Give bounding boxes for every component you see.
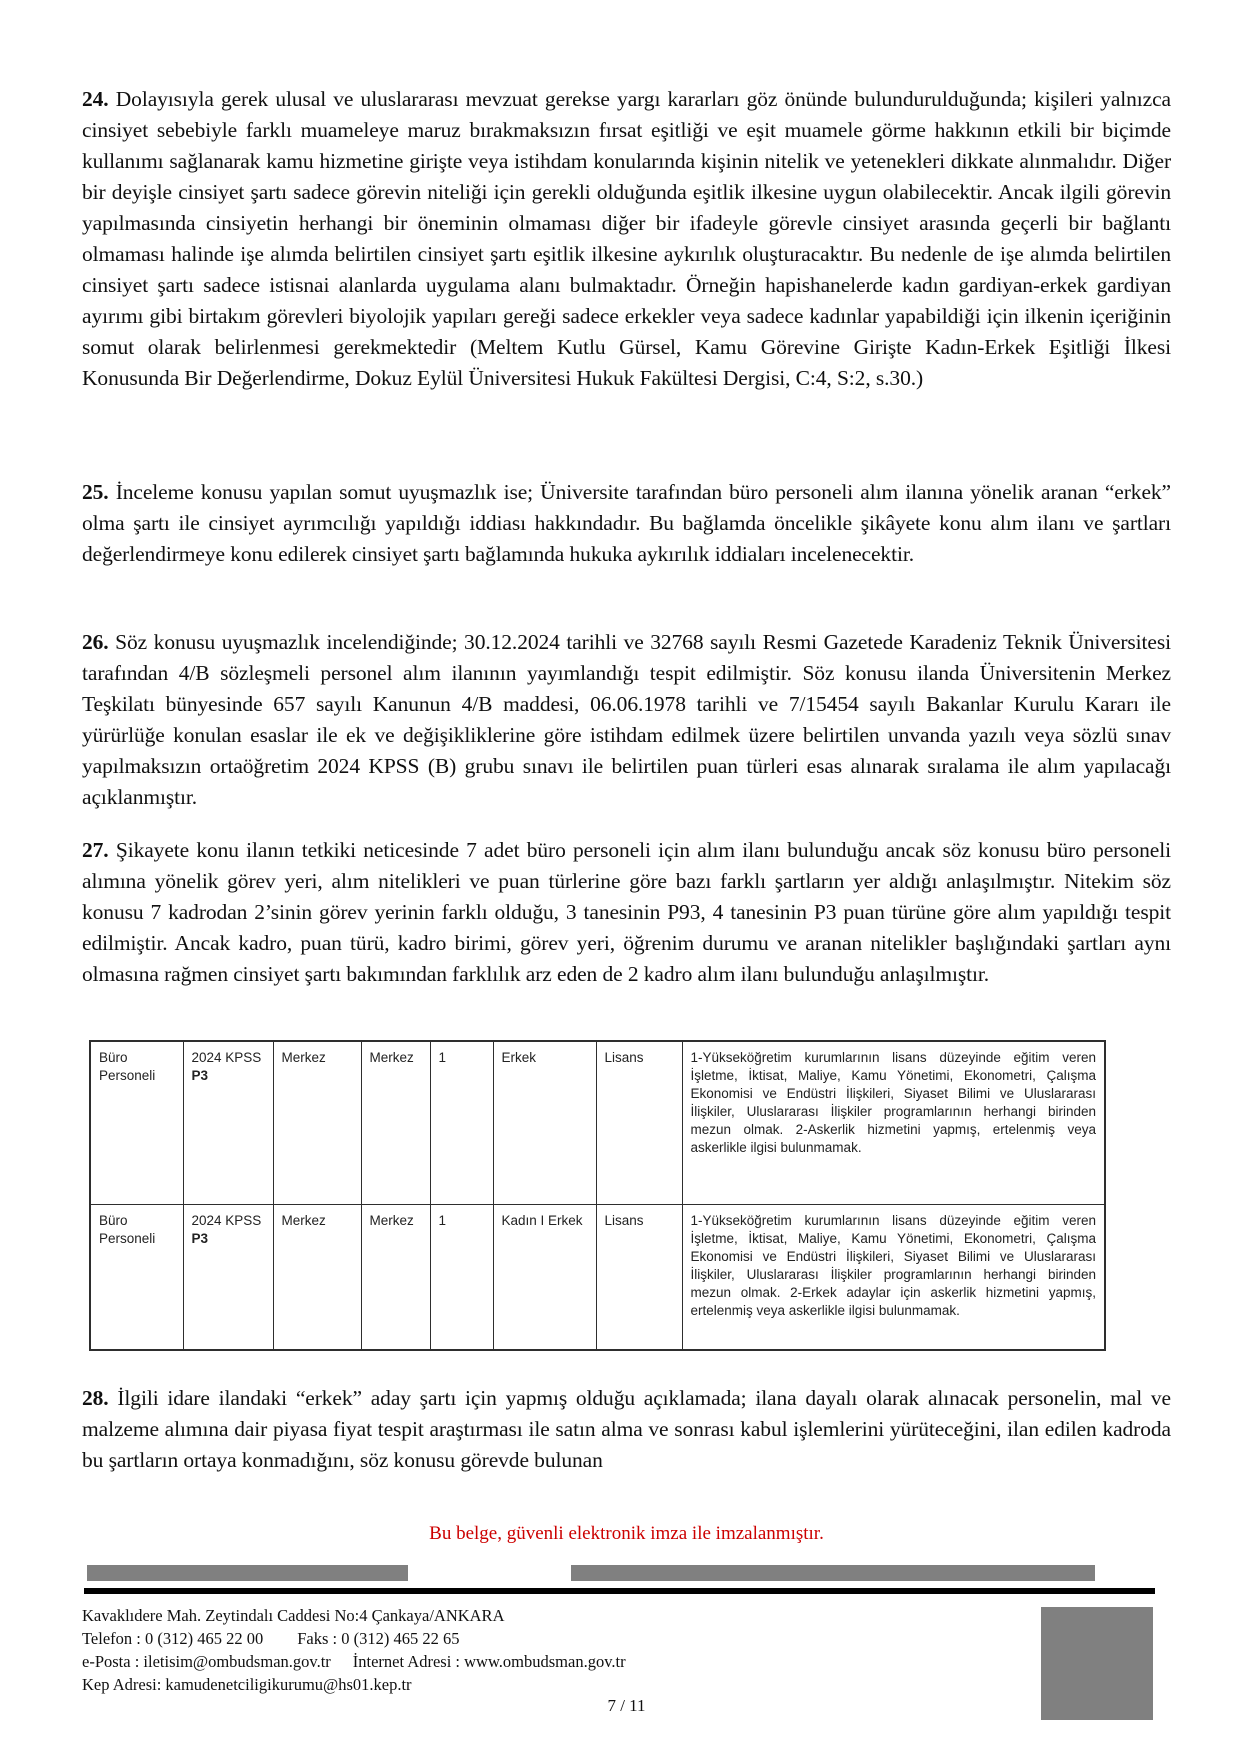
paragraph-24	[82, 84, 1171, 394]
cell-kpss	[183, 1041, 273, 1205]
cell-kpss	[183, 1205, 273, 1351]
paragraph-24-number: 24.	[82, 87, 109, 111]
paragraph-27-text: Şikayete konu ilanın tetkiki neticesinde 7 adet büro personeli için alım ilanı bulunduğu ancak söz konusu büro personeli alımına yönelik görev yeri, alım nitelikleri ve puan türlerine göre bazı farklı şartların yer aldığı anlaşılmıştır. Nitekim söz konusu 7 kadrodan 2’sinin görev yerinin farklı olduğu, 3 tanesinin P93, 4 tanesinin P3 puan türüne göre alım yapıldığı tespit edilmiştir. Ancak kadro, puan türü, kadro birimi, görev yeri, öğrenim durumu ve aranan nitelikler başlığındaki şartları aynı olmasına rağmen cinsiyet şartı bakımından farklılık arz eden de 2 kadro alım ilanı bulunduğu anlaşılmıştır.	[82, 838, 1172, 986]
cell-adet: 1	[430, 1041, 493, 1205]
kpss-puan-turu: P3	[191, 1068, 209, 1083]
cell-ogrenim: Lisans	[596, 1205, 682, 1351]
cell-nitelikler: 1-Yükseköğretim kurumlarının lisans düzeyinde eğitim veren İşletme, İktisat, Maliye, Kamu Yönetimi, Ekonometri, Çalışma Ekonomisi ve Endüstri İlişkileri, Siyaset Bilimi ve Uluslararası İlişkiler, Uluslararası İlişkiler programlarının herhangi birinden mezun olmak. 2-Erkek adaylar için askerlik hizmetini yapmış, ertelenmiş veya askerlikle ilgisi bulunmamak.	[682, 1205, 1105, 1351]
paragraph-25-text: İnceleme konusu yapılan somut uyuşmazlık ise; Üniversite tarafından büro personeli alım ilanına yönelik aranan “erkek” olma şartı ile cinsiyet ayrımcılığı yapıldığı iddiası hakkındadır. Bu bağlamda öncelikle şikâyete konu alım ilanı ve şartları değerlendirmeye konu edilerek cinsiyet şartı bağlamında hukuka aykırılık iddiaları incelenecektir.	[82, 480, 1171, 566]
vacancy-table	[89, 1040, 1106, 1351]
kpss-year: 2024 KPSS	[191, 1050, 262, 1065]
cell-cinsiyet: Erkek	[493, 1041, 596, 1205]
footer-contact-block	[82, 1604, 1032, 1696]
paragraph-28-text: İlgili idare ilandaki “erkek” aday şartı için yapmış olduğu açıklamada; ilana dayalı olarak alınacak personelin, mal ve malzeme alımına dair piyasa fiyat tespit araştırması ile satın alma ve sonrası kabul işlemlerini yürüteceğini, ilan edilen kadroda bu şartların ortaya konmadığını, söz konusu görevde bulunan	[82, 1386, 1171, 1472]
paragraph-26	[82, 627, 1171, 813]
redaction-bar-left	[87, 1565, 408, 1581]
cell-nitelikler: 1-Yükseköğretim kurumlarının lisans düzeyinde eğitim veren İşletme, İktisat, Maliye, Kamu Yönetimi, Ekonometri, Çalışma Ekonomisi ve Endüstri İlişkileri, Siyaset Bilimi ve Uluslararası İlişkiler, Uluslararası İlişkiler programlarının herhangi birinden mezun olmak. 2-Askerlik hizmetini yapmış, ertelenmiş veya askerlikle ilgisi bulunmamak.	[682, 1041, 1105, 1205]
paragraph-28	[82, 1383, 1171, 1476]
e-signature-notice: Bu belge, güvenli elektronik imza ile imzalanmıştır.	[429, 1523, 824, 1544]
cell-birim: Merkez	[273, 1041, 361, 1205]
footer-faks: Faks : 0 (312) 465 22 65	[297, 1629, 460, 1648]
cell-cinsiyet: Kadın I Erkek	[493, 1205, 596, 1351]
kpss-puan-turu: P3	[191, 1231, 209, 1246]
cell-unvan: Büro Personeli	[90, 1041, 183, 1205]
paragraph-28-number: 28.	[82, 1386, 109, 1410]
footer-email-line	[82, 1650, 1032, 1673]
table-row-2	[90, 1205, 1105, 1351]
paragraph-27-number: 27.	[82, 838, 109, 862]
cell-gorev-yeri: Merkez	[361, 1041, 430, 1205]
footer-eposta: e-Posta : iletisim@ombudsman.gov.tr	[82, 1652, 331, 1671]
footer-kep-adresi: Kep Adresi: kamudenetciligikurumu@hs01.kep.tr	[82, 1675, 412, 1694]
kpss-year: 2024 KPSS	[191, 1213, 262, 1228]
paragraph-24-text: Dolayısıyla gerek ulusal ve uluslararası mevzuat gerekse yargı kararları göz önünde bulundurulduğunda; kişileri yalnızca cinsiyet sebebiyle farklı muameleye maruz bırakmaksızın fırsat eşitliği ve eşit muamele görme hakkının etkili bir biçimde kullanımı sağlanarak kamu hizmetine girişte veya istihdam konularında kişinin nitelik ve yetenekleri dikkate alınmalıdır. Diğer bir deyişle cinsiyet şartı sadece görevin niteliği için gerekli olduğunda eşitlik ilkesine uygun olabilecektir. Ancak ilgili görevin yapılmasında cinsiyetin herhangi bir öneminin olmaması diğer bir ifadeyle görevle cinsiyet arasında geçerli bir bağlantı olmaması halinde işe alımda belirtilen cinsiyet şartı eşitlik ilkesine aykırılık oluşturacaktır. Bu nedenle de işe alımda belirtilen cinsiyet şartı sadece istisnai alanlarda uygulama alanı bulmaktadır. Örneğin hapishanelerde kadın gardiyan-erkek gardiyan ayırımı gibi birtakım görevleri biyolojik yapıları gereği sadece erkekler veya sadece kadınlar yapabildiği için ilkenin içeriğinin somut olarak belirlenmesi gerekmektedir (Meltem Kutlu Gürsel, Kamu Görevine Girişte Kadın-Erkek Eşitliği İlkesi Konusunda Bir Değerlendirme, Dokuz Eylül Üniversitesi Hukuk Fakültesi Dergisi, C:4, S:2, s.30.)	[82, 87, 1171, 390]
cell-unvan: Büro Personeli	[90, 1205, 183, 1351]
paragraph-25-number: 25.	[82, 480, 109, 504]
cell-adet: 1	[430, 1205, 493, 1351]
cell-ogrenim: Lisans	[596, 1041, 682, 1205]
footer-divider	[84, 1588, 1155, 1594]
redaction-bar-right	[571, 1565, 1095, 1581]
paragraph-27	[82, 835, 1171, 990]
cell-gorev-yeri: Merkez	[361, 1205, 430, 1351]
paragraph-25	[82, 477, 1171, 570]
paragraph-26-text: Söz konusu uyuşmazlık incelendiğinde; 30.12.2024 tarihli ve 32768 sayılı Resmi Gazetede Karadeniz Teknik Üniversitesi tarafından 4/B sözleşmeli personel alım ilanının yayımlandığı tespit edilmiştir. Söz konusu ilanda Üniversitenin Merkez Teşkilatı bünyesinde 657 sayılı Kanunun 4/B maddesi, 06.06.1978 tarihli ve 7/15454 sayılı Bakanlar Kurulu Kararı ile yürürlüğe konulan esaslar ile ek ve değişikliklerine göre istihdam edilmek üzere belirtilen unvanda yazılı veya sözlü sınav yapılmaksızın ortaöğretim 2024 KPSS (B) grubu sınavı ile belirtilen puan türleri esas alınarak sıralama ile alım yapılacağı açıklanmıştır.	[82, 630, 1172, 809]
table-row-1	[90, 1041, 1105, 1205]
paragraph-26-number: 26.	[82, 630, 109, 654]
cell-birim: Merkez	[273, 1205, 361, 1351]
footer-telefon: Telefon : 0 (312) 465 22 00	[82, 1629, 264, 1648]
footer-phone-line	[82, 1627, 1032, 1650]
footer-internet-adresi: İnternet Adresi : www.ombudsman.gov.tr	[352, 1652, 626, 1671]
page-number: 7 / 11	[607, 1696, 646, 1715]
footer-address: Kavaklıdere Mah. Zeytindalı Caddesi No:4 Çankaya/ANKARA	[82, 1606, 505, 1625]
